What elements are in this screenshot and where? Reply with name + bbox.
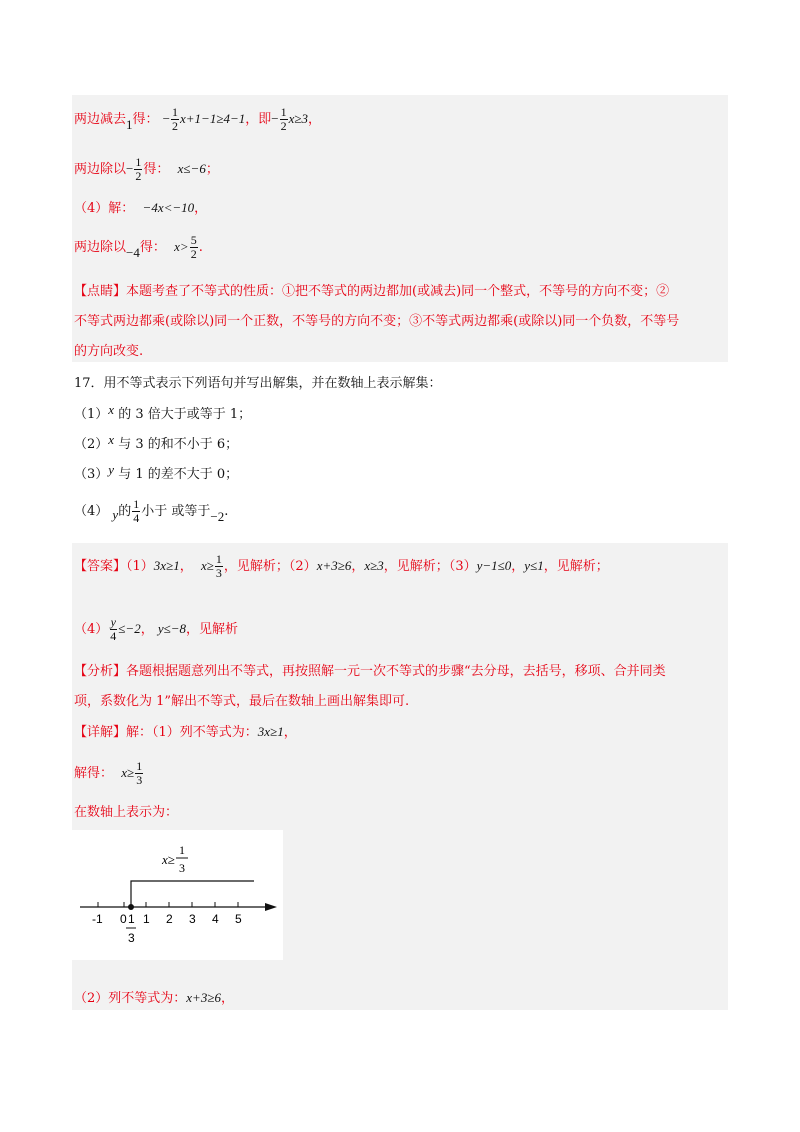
number-line-svg: [72, 830, 283, 960]
question-stem: 17．用不等式表示下列语句并写出解集，并在数轴上表示解集：: [74, 376, 442, 391]
step-subtract-line: 两边减去1得： − $\frac{1}{2}$ x+1−1≥4−1，即− $\frac{1}{2}$ x≥3，: [74, 105, 322, 133]
dianjing-line-2: 不等式两边都乘(或除以)同一个正数，不等号的方向不变；③不等式两边都乘(或除以)同一个负数，不等号: [74, 314, 680, 329]
numberline-label-pre: x≥: [162, 852, 175, 867]
axis-arrow: [265, 903, 277, 911]
question-item-2: （2）x 与 3 的和不小于 6；: [74, 432, 239, 452]
tick-label-third-num: 1: [128, 912, 135, 926]
tick-label-m1: -1: [92, 912, 103, 926]
part4-divide-line: 两边除以−4得： x> $\frac{5}{2}$ .: [74, 233, 203, 261]
answer-line-2: （4） $\frac{y}{4}$ ≤−2， y≤−8，见解析: [74, 615, 239, 643]
step-divide-line: 两边除以− $\frac{1}{2}$ 得： x≤−6；: [74, 155, 219, 183]
analysis-line-2: 项，系数化为 1”解出不等式，最后在数轴上画出解集即可.: [74, 694, 410, 709]
answer-line-1: 【答案】（1）3x≥1， x≥ $\frac{1}{3}$ ，见解析；（2）x+3≥6，x≥3，见解析；（3）y−1≤0，y≤1，见解析；: [74, 552, 609, 580]
part4-solve-line: （4）解： −4x<−10，: [74, 200, 208, 216]
dianjing-line-3: 的方向改变.: [74, 344, 144, 359]
tick-label-4: 4: [212, 912, 219, 926]
question-item-4: （4） y的 $\frac{1}{4}$ 小于 或等于−2.: [74, 497, 229, 525]
detail-line-3: 在数轴上表示为：: [74, 805, 179, 820]
dianjing-line-1: 【点睛】本题考查了不等式的性质：①把不等式的两边都加(或减去)同一个整式，不等号的方向不变；②: [74, 284, 670, 299]
numberline-label-num: 1: [179, 843, 185, 857]
detail-line-1: 【详解】解：（1）列不等式为：3x≥1，: [74, 724, 297, 740]
tick-label-0: 0: [120, 912, 127, 926]
detail-line-2: 解得： x≥ $\frac{1}{3}$: [74, 759, 143, 787]
detail-line-4: （2）列不等式为：x+3≥6，: [74, 990, 234, 1006]
numberline-label-den: 3: [179, 861, 185, 875]
number-line-figure: [72, 830, 283, 960]
question-item-1: （1）x 的 3 倍大于或等于 1；: [74, 402, 252, 422]
analysis-line-1: 【分析】各题根据题意列出不等式，再按照解一元一次不等式的步骤“去分母，去括号，移项、合并同类: [74, 664, 666, 679]
question-item-3: （3）y 与 1 的差不大于 0；: [74, 462, 239, 482]
tick-label-1: 1: [143, 912, 150, 926]
tick-label-third-den: 3: [128, 931, 135, 945]
tick-label-2: 2: [166, 912, 173, 926]
solution-point: [128, 904, 134, 910]
tick-label-5: 5: [235, 912, 242, 926]
tick-label-3: 3: [189, 912, 196, 926]
